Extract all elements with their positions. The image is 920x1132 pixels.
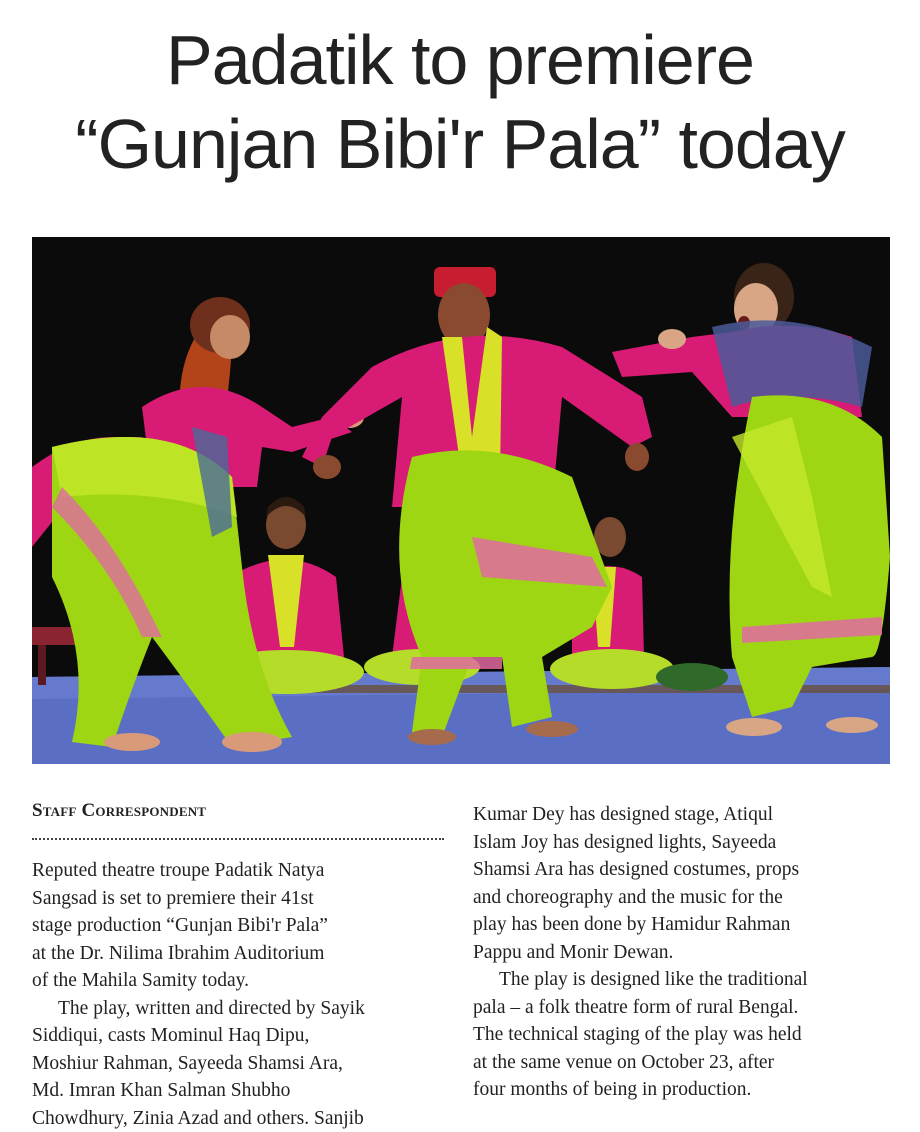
article-line: play has been done by Hamidur Rahman: [473, 911, 903, 939]
article-line: Md. Imran Khan Salman Shubho: [32, 1077, 452, 1105]
article-line: of the Mahila Samity today.: [32, 967, 452, 995]
byline-divider: [32, 838, 444, 840]
article-line: Moshiur Rahman, Sayeeda Shamsi Ara,: [32, 1050, 452, 1078]
article-line: Sangsad is set to premiere their 41st: [32, 885, 452, 913]
article-line: Shamsi Ara has designed costumes, props: [473, 856, 903, 884]
article-line: pala – a folk theatre form of rural Bengal.: [473, 994, 903, 1022]
headline-line-1: Padatik to premiere: [0, 18, 920, 102]
stage-photo: [32, 237, 890, 764]
article-line: Chowdhury, Zinia Azad and others. Sanjib: [32, 1105, 452, 1132]
article-line: Pappu and Monir Dewan.: [473, 939, 903, 967]
article-column-left: [32, 857, 452, 1132]
article-line: and choreography and the music for the: [473, 884, 903, 912]
article-line: Reputed theatre troupe Padatik Natya: [32, 857, 452, 885]
article-line: four months of being in production.: [473, 1076, 903, 1104]
article-line: at the same venue on October 23, after: [473, 1049, 903, 1077]
article-column-right: [473, 801, 903, 1104]
dance-scene-illustration: [32, 237, 890, 764]
headline-line-2: “Gunjan Bibi'r Pala” today: [0, 102, 920, 186]
article-line: The play is designed like the traditional: [473, 966, 903, 994]
article-line: Siddiqui, casts Mominul Haq Dipu,: [32, 1022, 452, 1050]
article-line: Islam Joy has designed lights, Sayeeda: [473, 829, 903, 857]
article-line: at the Dr. Nilima Ibrahim Auditorium: [32, 940, 452, 968]
article-line: The play, written and directed by Sayik: [32, 995, 452, 1023]
article-line: The technical staging of the play was held: [473, 1021, 903, 1049]
article-line: stage production “Gunjan Bibi'r Pala”: [32, 912, 452, 940]
article-line: Kumar Dey has designed stage, Atiqul: [473, 801, 903, 829]
byline: Staff Correspondent: [32, 800, 206, 822]
headline: [0, 18, 920, 186]
